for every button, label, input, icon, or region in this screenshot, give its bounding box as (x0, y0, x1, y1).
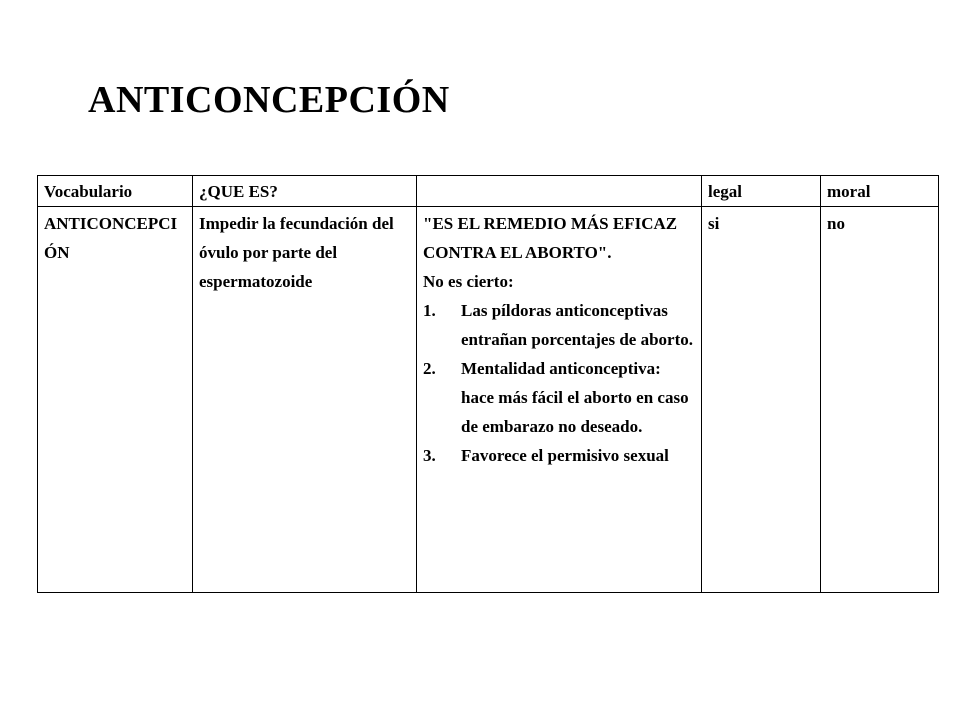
cell-moral: no (821, 207, 939, 593)
header-que-es: ¿QUE ES? (193, 176, 417, 207)
table-header-row (38, 176, 939, 207)
cell-legal: si (702, 207, 821, 593)
page-title: ANTICONCEPCIÓN (88, 79, 450, 121)
cell-que-es: Impedir la fecundación del óvulo por parte del espermatozoide (193, 207, 417, 593)
claim-text: "ES EL REMEDIO MÁS EFICAZ CONTRA EL ABORTO". (423, 214, 678, 262)
cell-description (417, 207, 702, 593)
list-item-number: 2. (423, 359, 436, 378)
header-vocabulario: Vocabulario (38, 176, 193, 207)
vocabulary-table (37, 175, 939, 593)
header-blank (417, 176, 702, 207)
list-item-text: Las píldoras anticonceptivas entrañan porcentajes de aborto. (461, 301, 693, 349)
list-item-text: Favorece el permisivo sexual (461, 446, 669, 465)
list-item-number: 3. (423, 446, 436, 465)
list-item (423, 354, 695, 441)
cell-vocabulario: ANTICONCEPCIÓN (38, 207, 193, 593)
header-legal: legal (702, 176, 821, 207)
table-row (38, 207, 939, 593)
list-item-text: Mentalidad anticonceptiva: hace más fácil el aborto en caso de embarazo no deseado. (461, 359, 689, 436)
points-list (423, 296, 695, 470)
list-item (423, 296, 695, 354)
list-item-number: 1. (423, 301, 436, 320)
header-moral: moral (821, 176, 939, 207)
rebuttal-text: No es cierto: (423, 272, 514, 291)
list-item (423, 441, 695, 470)
